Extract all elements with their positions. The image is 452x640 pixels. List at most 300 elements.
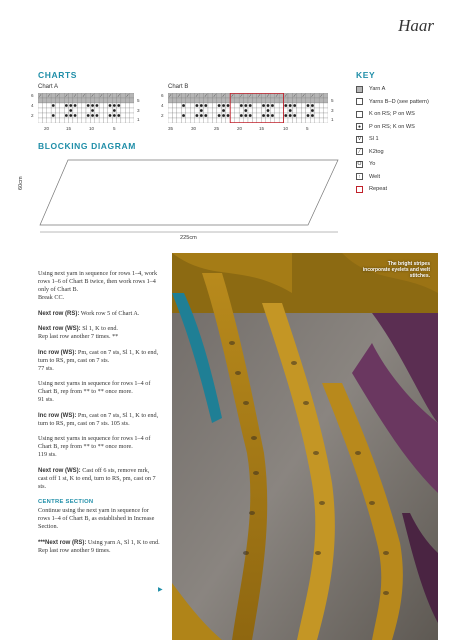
purl-dot (182, 114, 185, 117)
chart-cell (235, 113, 239, 118)
shawl-photo (172, 253, 438, 640)
chart-cell (279, 98, 283, 103)
purl-dot (262, 114, 265, 117)
chart-cell (51, 108, 55, 113)
chart-cell (47, 103, 51, 108)
chart-cell (288, 93, 292, 98)
purl-dot (244, 109, 247, 112)
chart-cell (306, 118, 310, 123)
chart-cell (69, 93, 73, 98)
chart-cell (226, 93, 230, 98)
purl-dot (74, 114, 77, 117)
chart-cell (204, 108, 208, 113)
chart-cell (55, 108, 59, 113)
chart-cell (217, 108, 221, 113)
chart-cell (208, 108, 212, 113)
chart-cell (292, 98, 296, 103)
chart-b-col-10: 10 (283, 126, 289, 131)
chart-cell (73, 98, 77, 103)
chart-cell (130, 113, 134, 118)
chart-cell (217, 118, 221, 123)
chart-cell (324, 93, 328, 98)
key-heading: KEY (356, 70, 376, 80)
chart-cell (77, 93, 81, 98)
chart-cell (252, 103, 256, 108)
chart-a-row-left-4: 4 (31, 103, 34, 108)
chart-cell (275, 98, 279, 103)
chart-cell (279, 108, 283, 113)
instruction-para-8: Next row (WS): Cast off 6 sts, remove mrk, cast off 1 st, K to end, turn to RS, pm, cast on 7 sts. (38, 466, 156, 490)
chart-cell (181, 118, 185, 123)
chart-cell (130, 103, 134, 108)
chart-cell (181, 98, 185, 103)
chart-cell (168, 108, 172, 113)
instruction-para-7: Using next yarns in sequence for rows 1–4 of Chart B, rep from ** to ** once more. 119 sts. (38, 435, 151, 458)
chart-cell (208, 98, 212, 103)
chart-cell (324, 108, 328, 113)
chart-cell (112, 118, 116, 123)
chart-cell (172, 93, 176, 98)
chart-cell (212, 98, 216, 103)
chart-cell (208, 113, 212, 118)
purl-dot (200, 104, 203, 107)
chart-cell (230, 103, 234, 108)
chart-cell (103, 98, 107, 103)
chart-b-col-30: 30 (191, 126, 197, 131)
purl-dot (113, 114, 116, 117)
chart-cell (121, 103, 125, 108)
chart-cell (99, 113, 103, 118)
chart-cell (86, 93, 90, 98)
chart-cell (257, 103, 261, 108)
chart-cell (310, 118, 314, 123)
purl-dot (91, 114, 94, 117)
chart-a-col-5: 5 (113, 126, 116, 131)
chart-cell (77, 118, 81, 123)
chart-cell (55, 113, 59, 118)
key-item (356, 122, 415, 132)
chart-cell (235, 98, 239, 103)
chart-cell (301, 108, 305, 113)
key-item-label: Yarn A (369, 86, 386, 92)
chart-cell (208, 103, 212, 108)
chart-cell (42, 113, 46, 118)
purl-dot (117, 104, 120, 107)
chart-cell (195, 98, 199, 103)
purl-dot (284, 114, 287, 117)
chart-b-col-20: 20 (237, 126, 243, 131)
chart-cell (55, 98, 59, 103)
purl-dot (227, 114, 230, 117)
key-item-label: Sl 1 (369, 136, 379, 142)
pattern-instructions (38, 270, 160, 562)
chart-cell (130, 108, 134, 113)
purl-dot (227, 104, 230, 107)
chart-cell (60, 103, 64, 108)
chart-cell (121, 113, 125, 118)
photo-caption: The bright stripes incorporate eyelets and welt stitches. (362, 261, 430, 279)
purl-dot (218, 114, 221, 117)
purl-dot (87, 104, 90, 107)
chart-cell (199, 98, 203, 103)
chart-cell (130, 98, 134, 103)
chart-cell (51, 118, 55, 123)
chart-cell (112, 98, 116, 103)
chart-a-row-left-6: 6 (31, 93, 34, 98)
chart-cell (257, 98, 261, 103)
chart-cell (195, 108, 199, 113)
chart-cell (319, 103, 323, 108)
chart-cell (177, 113, 181, 118)
instruction-para-4: Inc row (WS): Pm, cast on 7 sts, Sl 1, K to end, turn to RS, pm, cast on 7 sts. 77 sts. (38, 348, 159, 372)
chart-b-col-15: 15 (259, 126, 265, 131)
chart-cell (257, 113, 261, 118)
chart-cell (69, 118, 73, 123)
purl-dot (249, 114, 252, 117)
key-item-label: Repeat (369, 186, 388, 192)
repeat-box-icon (356, 186, 363, 193)
chart-cell (306, 93, 310, 98)
purl-dot (218, 104, 221, 107)
chart-cell (208, 118, 212, 123)
chart-cell (239, 98, 243, 103)
chart-cell (60, 118, 64, 123)
knit-square-icon (356, 111, 363, 118)
charts-heading: CHARTS (38, 70, 78, 80)
chart-cell (226, 118, 230, 123)
chart-cell (130, 93, 134, 98)
chart-cell (125, 108, 129, 113)
chart-cell (99, 98, 103, 103)
chart-cell (221, 118, 225, 123)
purl-dot (69, 104, 72, 107)
chart-cell (190, 118, 194, 123)
chart-cell (301, 113, 305, 118)
chart-cell (172, 108, 176, 113)
chart-cell (64, 118, 68, 123)
chart-cell (77, 113, 81, 118)
chart-cell (315, 113, 319, 118)
chart-cell (130, 118, 134, 123)
chart-cell (235, 108, 239, 113)
chart-cell (284, 98, 288, 103)
grey-square-icon (356, 86, 363, 93)
purl-dot (289, 104, 292, 107)
chart-cell (55, 103, 59, 108)
page-title: Haar (398, 16, 434, 35)
chart-cell (186, 108, 190, 113)
chart-cell (212, 118, 216, 123)
chart-b-row-left-6: 6 (161, 93, 164, 98)
chart-cell (284, 108, 288, 113)
chart-cell (186, 98, 190, 103)
purl-dot-icon: ● (357, 123, 362, 130)
chart-cell (82, 113, 86, 118)
key-item-label: Yarns B–D (see pattern) (369, 98, 429, 105)
chart-cell (266, 98, 270, 103)
chart-cell (95, 118, 99, 123)
chart-cell (212, 103, 216, 108)
chart-cell (275, 103, 279, 108)
chart-cell (42, 118, 46, 123)
chart-cell (99, 103, 103, 108)
chart-cell (95, 98, 99, 103)
chart-cell (195, 118, 199, 123)
key-item (356, 84, 385, 94)
chart-cell (270, 108, 274, 113)
purl-dot (91, 109, 94, 112)
purl-dot (113, 109, 116, 112)
chart-cell (177, 108, 181, 113)
purl-dot (52, 104, 55, 107)
chart-cell (270, 98, 274, 103)
chart-cell (292, 108, 296, 113)
purl-dot (311, 109, 314, 112)
chart-cell (190, 98, 194, 103)
chart-cell (60, 113, 64, 118)
purl-dot (96, 104, 99, 107)
chart-cell (42, 93, 46, 98)
key-item-label: Yo (369, 161, 376, 167)
chart-cell (103, 93, 107, 98)
chart-cell (261, 108, 265, 113)
purl-dot (271, 114, 274, 117)
chart-cell (252, 108, 256, 113)
chart-cell (177, 98, 181, 103)
key-item-label: P on RS; K on WS (369, 123, 415, 130)
chart-b-label: Chart B (168, 84, 189, 90)
key-item (356, 134, 379, 144)
blocking-parallelogram (40, 160, 338, 225)
purl-dot (293, 104, 296, 107)
chart-cell (248, 98, 252, 103)
k2tog-slash-icon: ⁄ (356, 148, 363, 155)
chart-cell (121, 108, 125, 113)
purl-dot (109, 104, 112, 107)
chart-cell (168, 118, 172, 123)
chart-cell (82, 108, 86, 113)
purl-dot (182, 104, 185, 107)
chart-cell (121, 98, 125, 103)
chart-cell (38, 98, 42, 103)
key-item-label: Welt (369, 173, 381, 180)
key-item (356, 147, 384, 157)
chart-cell (125, 118, 129, 123)
chart-cell (324, 113, 328, 118)
chart-b-row-right-3: 3 (331, 108, 334, 113)
purl-dot (200, 109, 203, 112)
chart-cell (172, 98, 176, 103)
chart-cell (297, 98, 301, 103)
chart-cell (112, 93, 116, 98)
key-item (356, 97, 429, 107)
purl-dot (222, 114, 225, 117)
welt-arrow-icon: ↑ (356, 173, 363, 180)
chart-cell (190, 108, 194, 113)
chart-cell (301, 103, 305, 108)
chart-cell (103, 108, 107, 113)
chart-cell (108, 98, 112, 103)
purl-dot (267, 104, 270, 107)
chart-cell (315, 108, 319, 113)
chart-cell (125, 98, 129, 103)
chart-cell (47, 113, 51, 118)
chart-a-row-right-1: 1 (137, 117, 140, 122)
chart-cell (204, 98, 208, 103)
chart-cell (51, 93, 55, 98)
chart-cell (168, 113, 172, 118)
chart-cell (42, 103, 46, 108)
chart-cell (82, 103, 86, 108)
blocking-diagram-heading: BLOCKING DIAGRAM (38, 141, 136, 151)
chart-cell (297, 103, 301, 108)
key-item (356, 109, 415, 119)
chart-b-row-left-4: 4 (161, 103, 164, 108)
continue-arrow-icon: ▶ (158, 587, 163, 593)
purl-dot (195, 114, 198, 117)
chart-cell (60, 93, 64, 98)
chart-cell (230, 113, 234, 118)
chart-cell (324, 103, 328, 108)
chart-cell (315, 103, 319, 108)
instruction-para-9: Continue using the next yarn in sequence for rows 1–4 of Chart B, as established in Increase Section. (38, 507, 155, 530)
chart-cell (275, 108, 279, 113)
chart-cell (204, 118, 208, 123)
chart-cell (86, 118, 90, 123)
chart-cell (90, 98, 94, 103)
purl-dot (293, 114, 296, 117)
chart-cell (199, 93, 203, 98)
chart-cell (297, 108, 301, 113)
purl-dot (204, 104, 207, 107)
purl-dot (200, 114, 203, 117)
chart-cell (77, 103, 81, 108)
chart-cell (310, 98, 314, 103)
chart-cell (177, 103, 181, 108)
chart-a-col-15: 15 (66, 126, 72, 131)
key-item (356, 184, 387, 194)
purl-dot (289, 109, 292, 112)
chart-a-col-20: 20 (44, 126, 50, 131)
chart-cell (288, 118, 292, 123)
chart-cell (324, 98, 328, 103)
purl-dot (87, 114, 90, 117)
purl-dot (267, 109, 270, 112)
chart-cell (42, 98, 46, 103)
chart-cell (212, 113, 216, 118)
chart-cell (108, 108, 112, 113)
chart-b-col-25: 25 (214, 126, 220, 131)
purl-dot (52, 114, 55, 117)
chart-cell (73, 118, 77, 123)
chart-b-row-right-5: 5 (331, 98, 334, 103)
chart-cell (208, 93, 212, 98)
chart-cell (186, 113, 190, 118)
chart-cell (212, 108, 216, 113)
purl-dot (109, 114, 112, 117)
width-label: 225cm (180, 235, 197, 241)
chart-cell (186, 103, 190, 108)
chart-cell (239, 108, 243, 113)
chart-cell (319, 108, 323, 113)
chart-cell (221, 98, 225, 103)
chart-cell (297, 118, 301, 123)
chart-cell (95, 108, 99, 113)
chart-cell (172, 118, 176, 123)
chart-cell (230, 108, 234, 113)
chart-cell (64, 108, 68, 113)
chart-cell (297, 93, 301, 98)
key-item (356, 172, 380, 182)
chart-cell (284, 118, 288, 123)
purl-dot (244, 104, 247, 107)
chart-cell (117, 98, 121, 103)
chart-cell (82, 118, 86, 123)
instruction-para-1: Using next yarn in sequence for rows 1–4, work rows 1–6 of Chart B twice, then work rows 1–4 only of Chart B. Break CC. (38, 270, 158, 301)
chart-cell (301, 98, 305, 103)
chart-b-grid (168, 93, 328, 123)
chart-cell (103, 113, 107, 118)
chart-cell (77, 98, 81, 103)
blocking-diagram-shape (38, 150, 354, 240)
chart-a-row-left-2: 2 (31, 113, 34, 118)
chart-b-col-35: 35 (168, 126, 174, 131)
chart-cell (324, 118, 328, 123)
purl-dot (262, 104, 265, 107)
chart-cell (51, 98, 55, 103)
chart-a-grid (38, 93, 134, 123)
centre-section-heading: CENTRE SECTION (38, 499, 94, 505)
chart-cell (190, 113, 194, 118)
chart-cell (103, 118, 107, 123)
key-item (356, 159, 375, 169)
chart-cell (230, 98, 234, 103)
chart-cell (248, 108, 252, 113)
purl-dot (307, 104, 310, 107)
chart-cell (319, 118, 323, 123)
chart-cell (226, 108, 230, 113)
chart-cell (103, 103, 107, 108)
purl-dot (117, 114, 120, 117)
chart-cell (297, 113, 301, 118)
chart-cell (181, 108, 185, 113)
instruction-para-3: Next row (WS): Sl 1, K to end. Rep last row another 7 times. ** (38, 325, 119, 340)
chart-cell (42, 108, 46, 113)
chart-cell (226, 98, 230, 103)
chart-cell (64, 98, 68, 103)
purl-dot (244, 114, 247, 117)
chart-cell (99, 108, 103, 113)
chart-cell (82, 98, 86, 103)
chart-cell (69, 98, 73, 103)
purl-dot (69, 109, 72, 112)
chart-cell (257, 108, 261, 113)
white-square-icon (356, 98, 363, 105)
chart-cell (95, 93, 99, 98)
slip-stitch-icon: V (357, 136, 362, 142)
purl-dot (91, 104, 94, 107)
chart-cell (125, 113, 129, 118)
chart-cell (60, 98, 64, 103)
chart-cell (86, 108, 90, 113)
chart-cell (77, 108, 81, 113)
purl-dot (195, 104, 198, 107)
instruction-para-2: Next row (RS): Work row 5 of Chart A. (38, 309, 140, 317)
chart-cell (315, 93, 319, 98)
chart-cell (244, 98, 248, 103)
chart-a-row-right-5: 5 (137, 98, 140, 103)
chart-cell (292, 118, 296, 123)
